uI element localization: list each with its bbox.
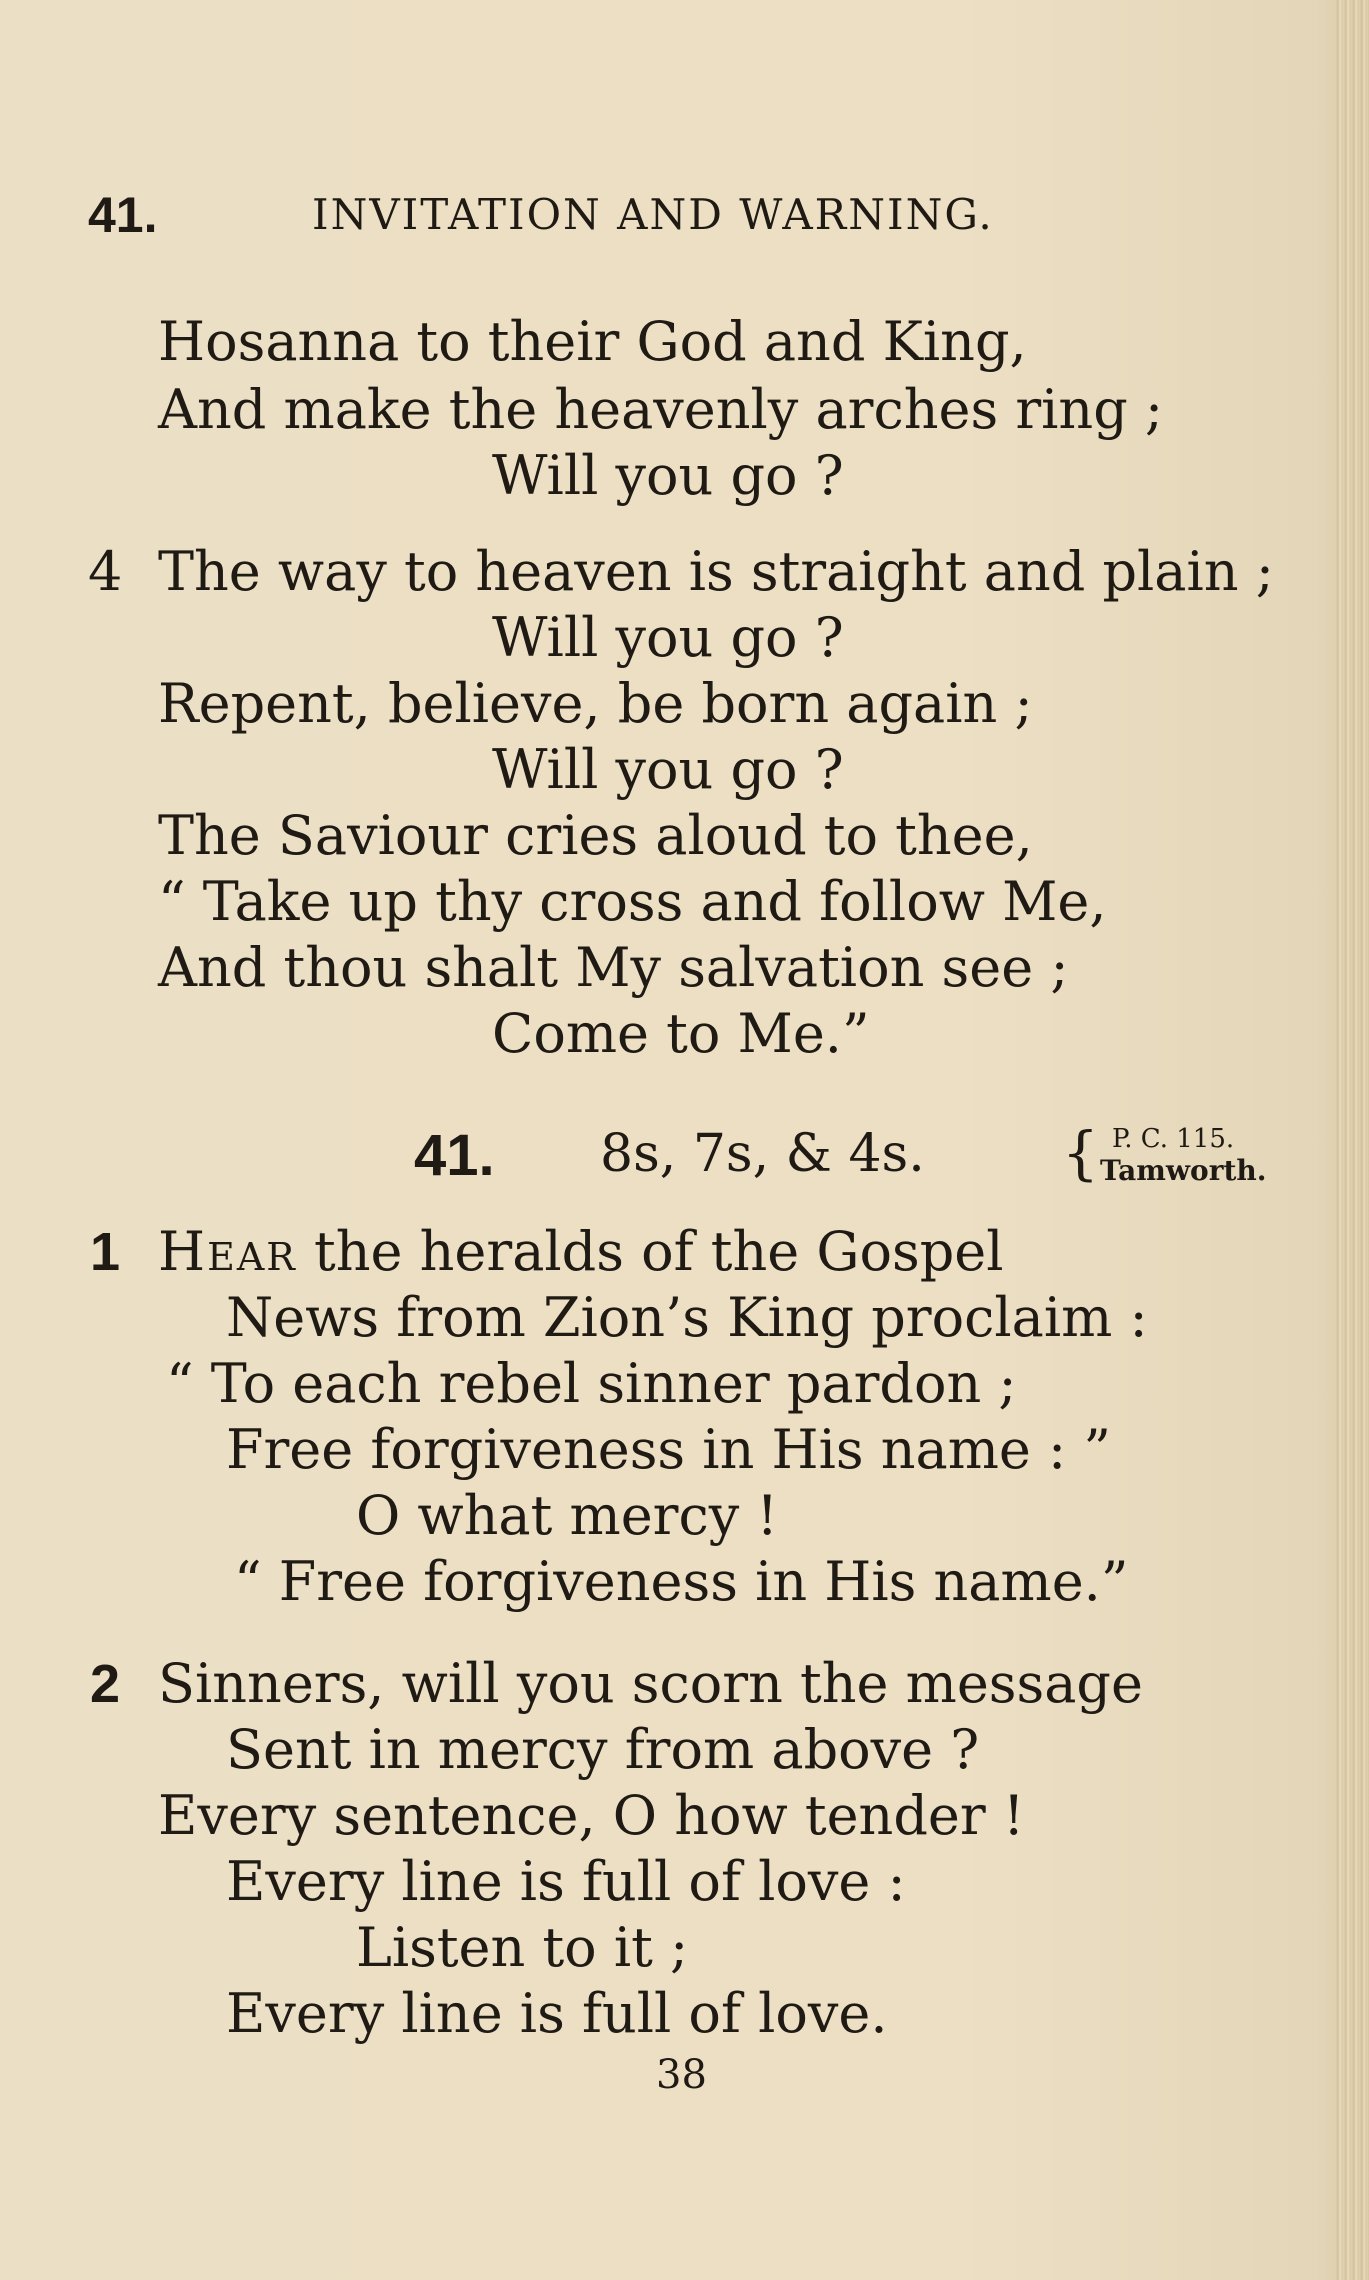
verse-line: Will you go ? (492, 444, 844, 507)
verse-line: The way to heaven is straight and plain ; (158, 540, 1274, 603)
verse-number: 1 (90, 1222, 121, 1282)
verse-line: Repent, believe, be born again ; (158, 672, 1033, 735)
verse-line: Every line is full of love : (226, 1850, 906, 1913)
verse-line: Sinners, will you scorn the message (158, 1652, 1143, 1715)
verse-number: 2 (90, 1654, 121, 1714)
hymn-meter: 8s, 7s, & 4s. (600, 1124, 925, 1184)
verse-line: Every line is full of love. (226, 1982, 888, 2045)
verse-line: Every sentence, O how tender ! (158, 1784, 1025, 1847)
verse-line: Listen to it ; (356, 1916, 689, 1979)
verse-line: Will you go ? (492, 738, 844, 801)
verse-line: O what mercy ! (356, 1484, 779, 1547)
running-title: INVITATION AND WARNING. (312, 190, 994, 239)
tune-reference: P. C. 115. (1112, 1124, 1235, 1154)
page-number: 38 (656, 2052, 707, 2098)
verse-line: Will you go ? (492, 606, 844, 669)
verse-line: Free forgiveness in His name : ” (226, 1418, 1112, 1481)
hymn-number: 41. (414, 1123, 495, 1188)
tune-brace: { (1062, 1119, 1099, 1187)
verse-number: 4 (88, 540, 123, 603)
first-line-rest: the heralds of the Gospel (296, 1220, 1004, 1283)
verse-line: “ To each rebel sinner pardon ; (166, 1352, 1017, 1415)
verse-line: Hosanna to their God and King, (158, 310, 1027, 373)
verse-line: The Saviour cries aloud to thee, (158, 804, 1033, 867)
verse-line: “ Free forgiveness in His name.” (234, 1550, 1129, 1613)
first-word: Hear (158, 1220, 297, 1283)
verse-line: Sent in mercy from above ? (226, 1718, 980, 1781)
verse-line: “ Take up thy cross and follow Me, (158, 870, 1107, 933)
verse-line: And thou shalt My salvation see ; (158, 936, 1069, 999)
verse-line: And make the heavenly arches ring ; (158, 378, 1164, 441)
verse-line: News from Zion’s King proclaim : (226, 1286, 1148, 1349)
verse-line-first (158, 1220, 1004, 1284)
tune-name: Tamworth. (1100, 1154, 1267, 1187)
header-hymn-number: 41. (88, 187, 158, 243)
page-edge (1335, 0, 1369, 2280)
verse-line: Come to Me.” (492, 1002, 870, 1065)
